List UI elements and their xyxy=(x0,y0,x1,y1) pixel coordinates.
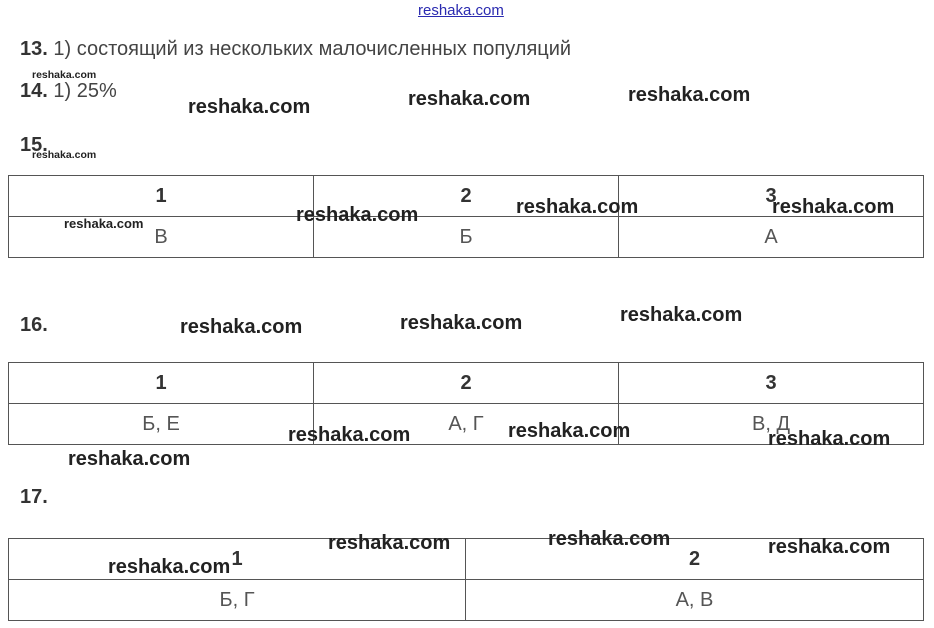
header-cell: 1 xyxy=(9,363,314,404)
watermark: reshaka.com xyxy=(508,420,631,442)
header-cell: 2 xyxy=(314,176,619,217)
answer-cell: В xyxy=(9,217,314,258)
answer-cell: Б, Г xyxy=(9,580,466,621)
watermark: reshaka.com xyxy=(188,96,311,118)
header-cell: 2 xyxy=(466,539,924,580)
answer-cell: Б, Е xyxy=(9,404,314,445)
header-cell: 3 xyxy=(619,363,924,404)
header-cell: 1 xyxy=(9,176,314,217)
watermark: reshaka.com xyxy=(620,304,743,326)
question-13 xyxy=(20,38,571,61)
watermark: reshaka.com xyxy=(516,196,639,218)
watermark: reshaka.com xyxy=(180,316,303,338)
question-17-number: 17. xyxy=(20,486,48,508)
site-link[interactable]: reshaka.com xyxy=(418,2,504,19)
answer-cell: В, Д xyxy=(619,404,924,445)
answer-cell: А xyxy=(619,217,924,258)
watermark: reshaka.com xyxy=(628,84,751,106)
table-row xyxy=(9,580,924,621)
watermark: reshaka.com xyxy=(32,149,97,161)
watermark: reshaka.com xyxy=(32,69,97,81)
question-13-number: 13. xyxy=(20,38,48,60)
header-cell: 2 xyxy=(314,363,619,404)
answer-cell: Б xyxy=(314,217,619,258)
table-row xyxy=(9,217,924,258)
question-15-number: 15. xyxy=(20,134,48,156)
table-header-row xyxy=(9,363,924,404)
answer-cell: А, Г xyxy=(314,404,619,445)
question-14 xyxy=(20,80,117,103)
header-cell: 1 xyxy=(9,539,466,580)
watermark: reshaka.com xyxy=(400,312,523,334)
question-14-number: 14. xyxy=(20,80,48,102)
watermark: reshaka.com xyxy=(768,428,891,450)
question-16-number: 16. xyxy=(20,314,48,336)
watermark: reshaka.com xyxy=(64,216,144,231)
watermark: reshaka.com xyxy=(108,556,231,578)
watermark: reshaka.com xyxy=(296,204,419,226)
watermark: reshaka.com xyxy=(548,528,671,550)
header-cell: 3 xyxy=(619,176,924,217)
watermark: reshaka.com xyxy=(408,88,531,110)
question-13-answer: 1) состоящий из нескольких малочисленных популяций xyxy=(53,38,572,60)
watermark: reshaka.com xyxy=(772,196,895,218)
watermark: reshaka.com xyxy=(768,536,891,558)
question-14-answer: 1) 25% xyxy=(53,80,117,102)
answer-cell: А, В xyxy=(466,580,924,621)
watermark: reshaka.com xyxy=(68,448,191,470)
watermark: reshaka.com xyxy=(328,532,451,554)
watermark: reshaka.com xyxy=(288,424,411,446)
